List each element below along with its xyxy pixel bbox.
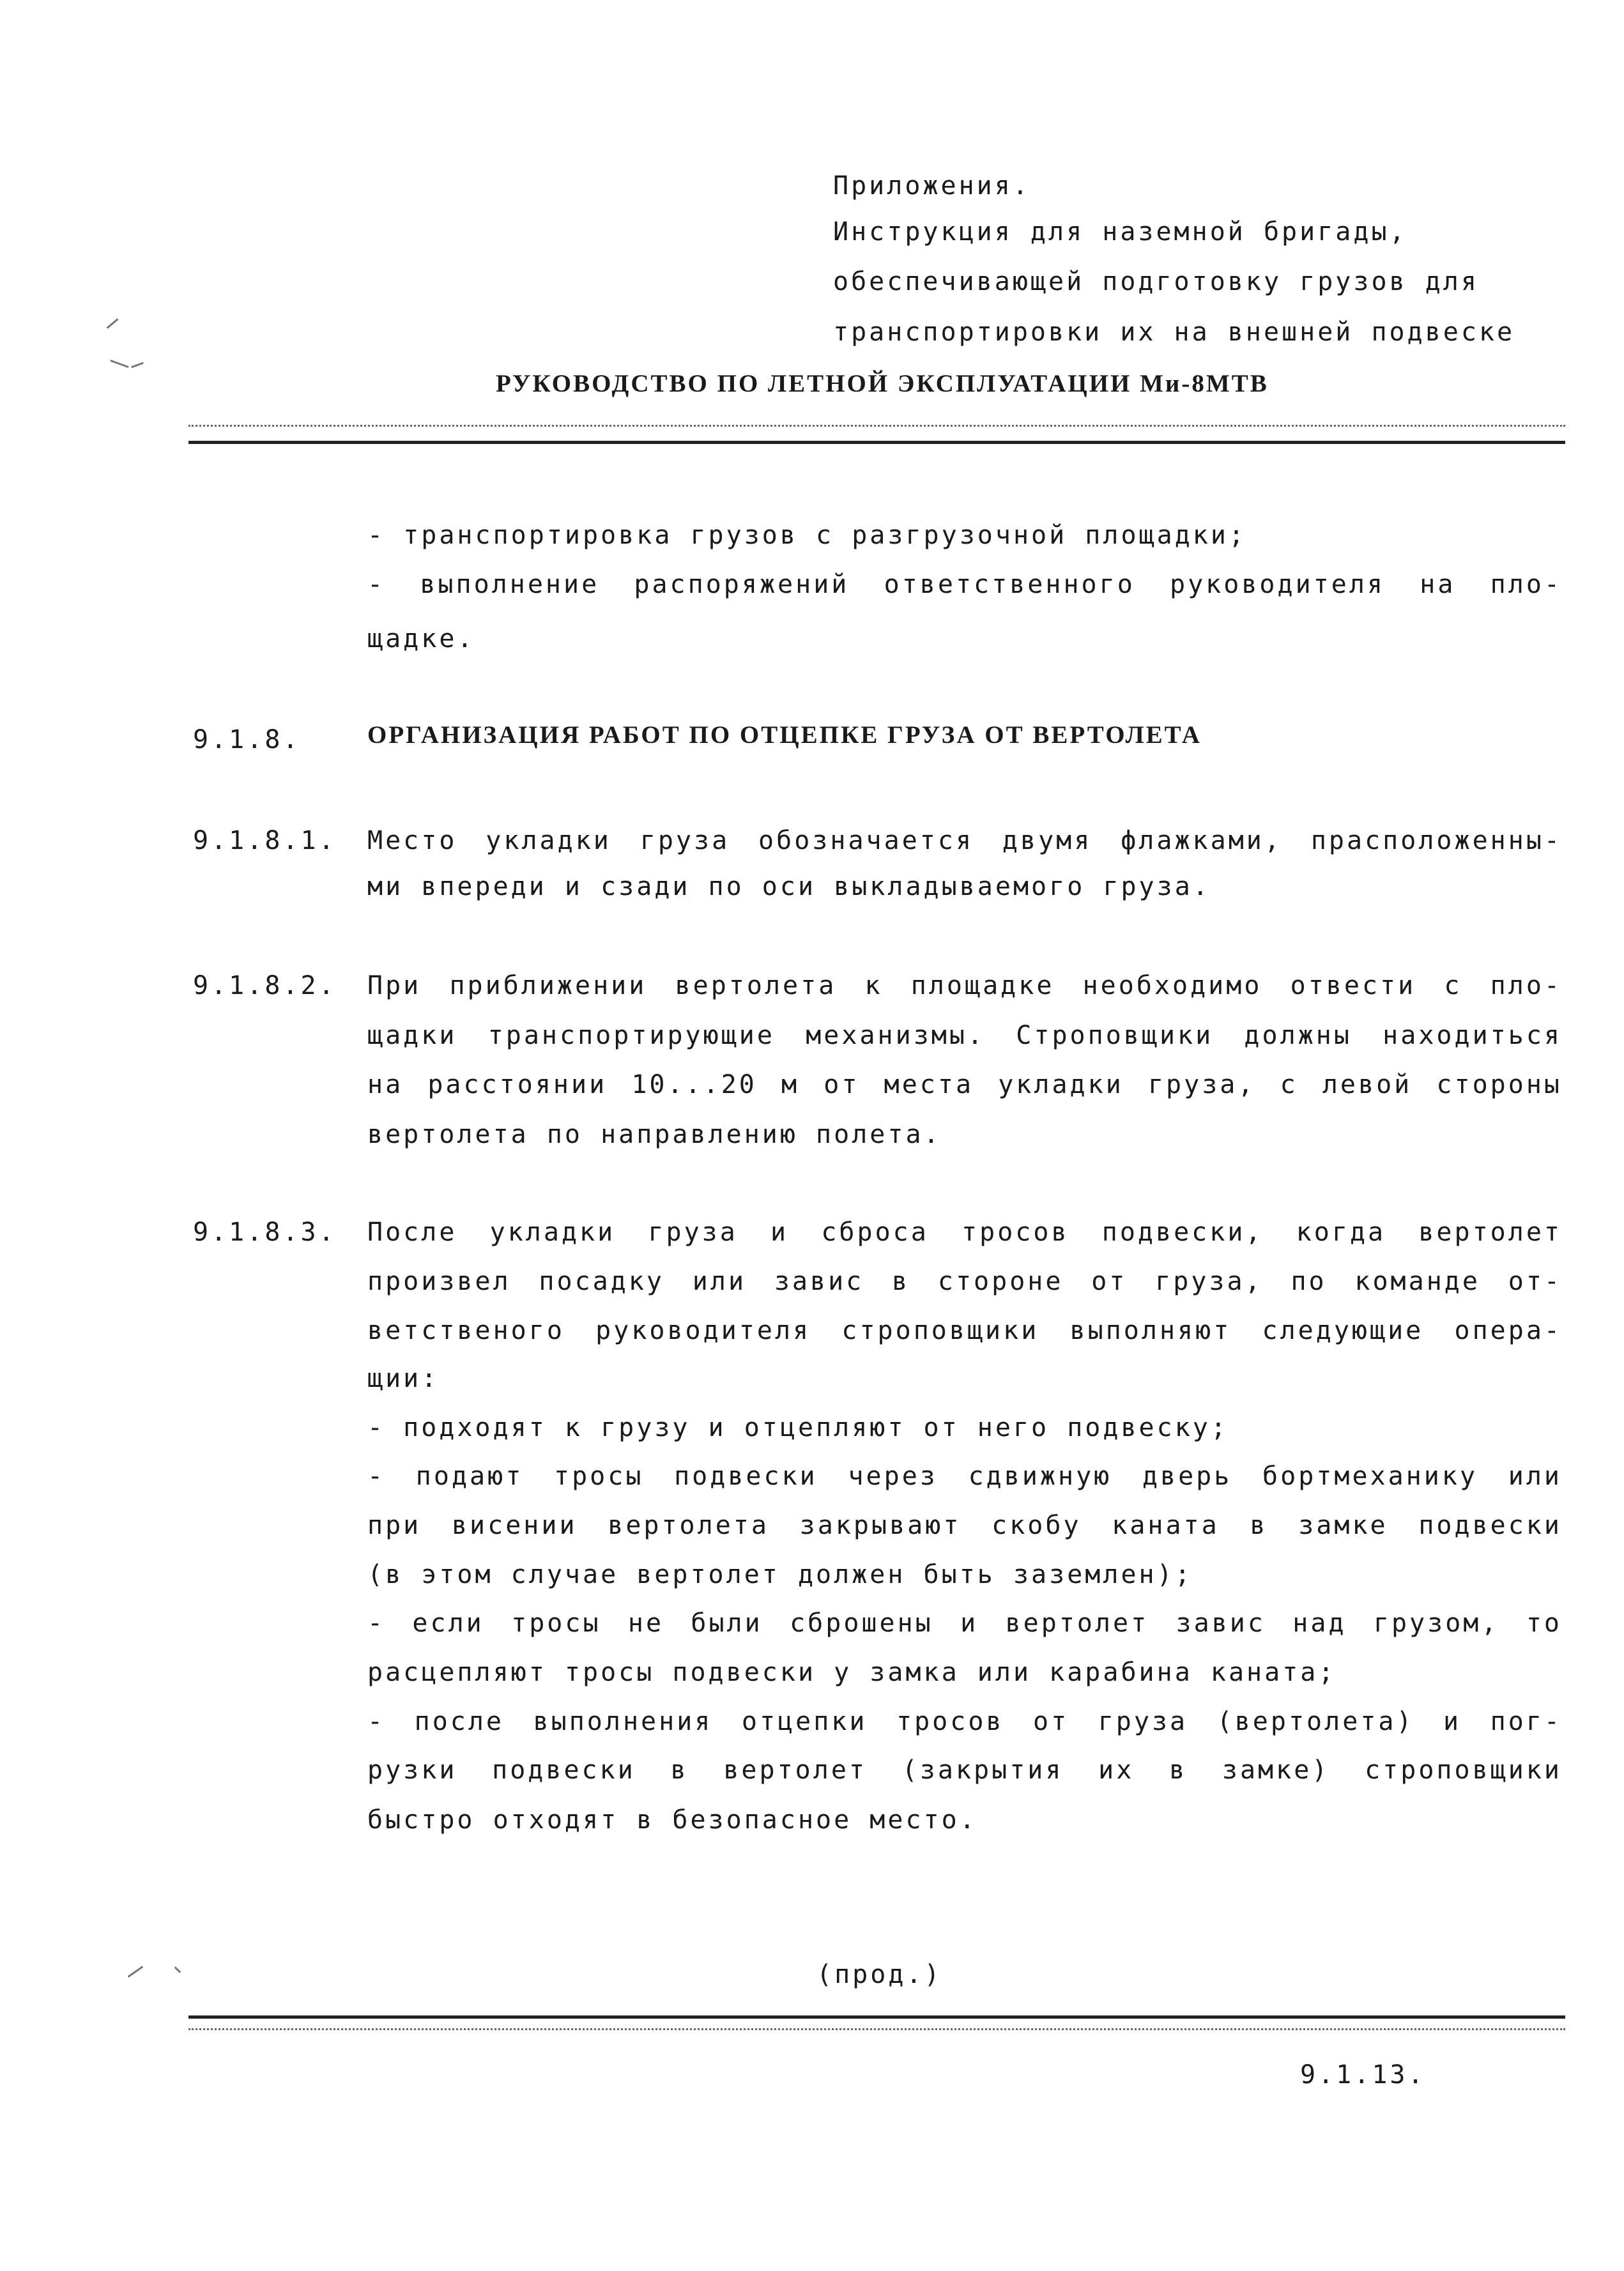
continued-label: (прод.): [816, 1960, 942, 1989]
page-number: 9.1.13.: [1300, 2060, 1426, 2090]
paragraph-number: 9.1.8.2.: [193, 971, 337, 1000]
paragraph-line: рузки подвески в вертолет (закрытия их в замке) строповщики: [367, 1755, 1562, 1785]
scan-speck: [174, 1966, 181, 1973]
paragraph-line: на расстоянии 10...20 м от места укладки груза, с левой стороны: [367, 1070, 1562, 1099]
header-subtitle-line: обеспечивающей подготовку грузов для: [833, 267, 1479, 296]
intro-line: - транспортировка грузов с разгрузочной площадки;: [367, 521, 1247, 550]
paragraph-line: произвел посадку или завис в стороне от груза, по команде от-: [367, 1267, 1562, 1296]
paragraph-line: ветственого руководителя строповщики выполняют следующие опера-: [367, 1316, 1562, 1345]
paragraph-line: Место укладки груза обозначается двумя флажками, прасположенны-: [367, 826, 1562, 855]
paragraph-number: 9.1.8.3.: [193, 1218, 337, 1247]
paragraph-line: (в этом случае вертолет должен быть заземлен);: [367, 1560, 1193, 1589]
paragraph-line: - подают тросы подвески через сдвижную дверь бортмеханику или: [367, 1462, 1562, 1491]
scan-speck: [131, 362, 144, 369]
paragraph-line: - после выполнения отцепки тросов от груза (вертолета) и пог-: [367, 1707, 1562, 1736]
paragraph-line: быстро отходят в безопасное место.: [367, 1805, 977, 1835]
header-subtitle-line: транспортировки их на внешней подвеске: [833, 317, 1515, 347]
footer-rule-bottom: [188, 2028, 1565, 2030]
paragraph-line: щии:: [367, 1364, 440, 1393]
intro-line: щадке.: [367, 624, 475, 654]
paragraph-line: ми впереди и сзади по оси выкладываемого груза.: [367, 872, 1211, 901]
section-number: 9.1.8.: [193, 725, 301, 754]
paragraph-line: После укладки груза и сброса тросов подвески, когда вертолет: [367, 1218, 1562, 1247]
paragraph-line: при висении вертолета закрывают скобу каната в замке подвески: [367, 1511, 1562, 1540]
footer-rule: [188, 2015, 1565, 2019]
intro-line: - выполнение распоряжений ответственного руководителя на пло-: [367, 570, 1562, 599]
paragraph-line: расцепляют тросы подвески у замка или карабина каната;: [367, 1658, 1337, 1687]
paragraph-line: щадки транспортирующие механизмы. Строповщики должны находиться: [367, 1021, 1562, 1050]
paragraph-line: вертолета по направлению полета.: [367, 1120, 942, 1149]
header-subtitle-line: Инструкция для наземной бригады,: [833, 217, 1407, 247]
header-rule-top: [188, 425, 1565, 427]
scan-speck: [107, 318, 119, 328]
paragraph-line: - если тросы не были сброшены и вертолет завис над грузом, то: [367, 1609, 1562, 1638]
paragraph-line: При приближении вертолета к площадке необходимо отвести с пло-: [367, 971, 1562, 1000]
manual-title: РУКОВОДСТВО ПО ЛЕТНОЙ ЭКСПЛУАТАЦИИ Ми-8МТВ: [496, 370, 1269, 397]
header-rule: [188, 441, 1565, 444]
scan-speck: [128, 1966, 144, 1978]
paragraph-line: - подходят к грузу и отцепляют от него подвеску;: [367, 1413, 1229, 1442]
section-title: ОРГАНИЗАЦИЯ РАБОТ ПО ОТЦЕПКЕ ГРУЗА ОТ ВЕРТОЛЕТА: [367, 721, 1202, 749]
header-section-label: Приложения.: [833, 171, 1030, 201]
paragraph-number: 9.1.8.1.: [193, 826, 337, 855]
scan-speck: [110, 360, 128, 368]
